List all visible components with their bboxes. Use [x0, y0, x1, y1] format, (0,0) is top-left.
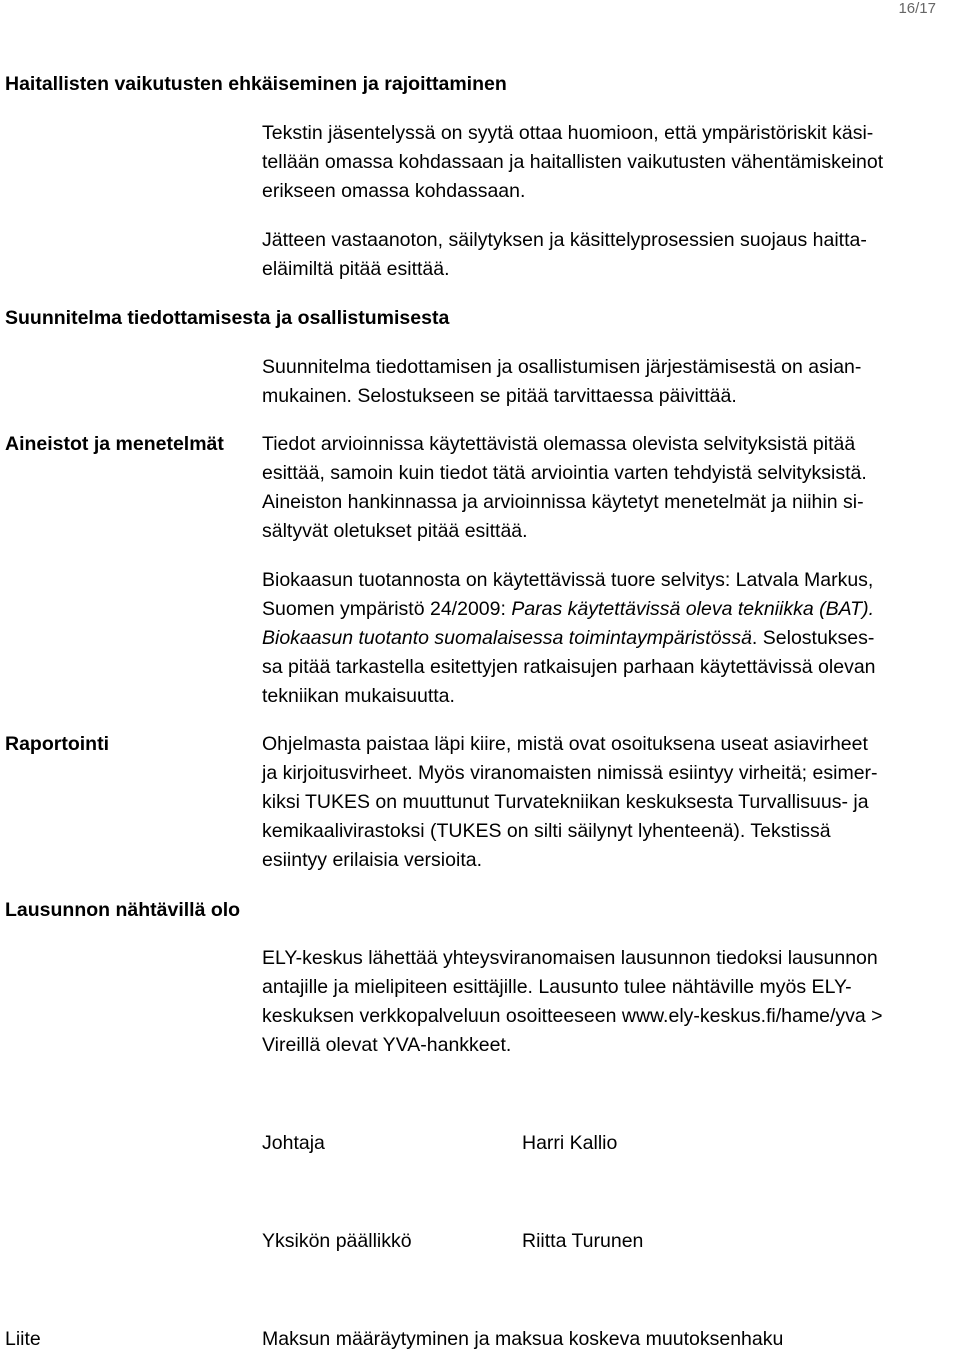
text-line: Jätteen vastaanoton, säilytyksen ja käsittelyprosessien suojaus haitta- [262, 229, 867, 251]
paragraph-haitallisten-1 [262, 119, 960, 206]
text-line: antajille ja mielipiteen esittäjille. Lausunto tulee nähtäville myös ELY- [262, 976, 852, 998]
paragraph-haitallisten-2 [262, 226, 960, 284]
section-heading-lausunnon: Lausunnon nähtävillä olo [5, 899, 241, 921]
italic-title: Biokaasun tuotanto suomalaisessa toimintaympäristössä [262, 627, 752, 649]
paragraph-aineistot-2 [262, 566, 960, 711]
signature-title-yksikon-paallikko: Yksikön päällikkö [262, 1230, 412, 1252]
section-heading-haitallisten: Haitallisten vaikutusten ehkäiseminen ja rajoittaminen [5, 73, 507, 95]
text-line: tekniikan mukaisuutta. [262, 685, 455, 707]
text-line: tellään omassa kohdassaan ja haitallisten vaikutusten vähentämiskeinot [262, 151, 884, 173]
text-line: sältyvät oletukset pitää esittää. [262, 520, 528, 542]
text-line: keskuksen verkkopalveluun osoitteeseen www.ely-keskus.fi/hame/yva > [262, 1005, 883, 1027]
text-line: Ohjelmasta paistaa läpi kiire, mistä ovat osoituksena useat asiavirheet [262, 733, 868, 755]
paragraph-raportointi-1 [262, 730, 960, 875]
text-line: esittää, samoin kuin tiedot tätä arviointia varten tehdyistä selvityksistä. [262, 462, 867, 484]
text-line: Suunnitelma tiedottamisen ja osallistumisen järjestämisestä on asian- [262, 356, 862, 378]
text-line: erikseen omassa kohdassaan. [262, 180, 526, 202]
text-line: Vireillä olevat YVA-hankkeet. [262, 1034, 512, 1056]
signature-title-johtaja: Johtaja [262, 1132, 325, 1154]
text-line: sa pitää tarkastella esitettyjen ratkaisujen parhaan käytettävissä olevan [262, 656, 876, 678]
paragraph-suunnitelma-1 [262, 353, 960, 411]
attachment-label: Liite [5, 1328, 41, 1350]
text-line: kemikaalivirastoksi (TUKES on silti säilynyt lyhenteenä). Tekstissä [262, 820, 831, 842]
signature-name-harri-kallio: Harri Kallio [522, 1132, 618, 1154]
text-line: Aineiston hankinnassa ja arvioinnissa käytetyt menetelmät ja niihin si- [262, 491, 864, 513]
text-line: Tiedot arvioinnissa käytettävistä olemassa olevista selvityksistä pitää [262, 433, 856, 455]
paragraph-lausunnon-1 [262, 944, 960, 1060]
text-line: Tekstin jäsentelyssä on syytä ottaa huomioon, että ympäristöriskit käsi- [262, 122, 874, 144]
text-line: ja kirjoitusvirheet. Myös viranomaisten nimissä esiintyy virheitä; esimer- [262, 762, 878, 784]
section-heading-raportointi: Raportointi [5, 733, 109, 755]
section-heading-aineistot: Aineistot ja menetelmät [5, 433, 224, 455]
italic-title: Paras käytettävissä oleva tekniikka (BAT). [511, 598, 875, 620]
text-line: kiksi TUKES on muuttunut Turvatekniikan keskuksesta Turvallisuus- ja [262, 791, 869, 813]
page-number: 16/17 [898, 0, 936, 17]
text-line: ELY-keskus lähettää yhteysviranomaisen lausunnon tiedoksi lausunnon [262, 947, 878, 969]
text-line: Biokaasun tuotannosta on käytettävissä tuore selvitys: Latvala Markus, [262, 569, 874, 591]
paragraph-aineistot-1 [262, 430, 960, 546]
text-line [262, 595, 960, 624]
attachment-text: Maksun määräytyminen ja maksua koskeva muutoksenhaku [262, 1328, 784, 1350]
signature-name-riitta-turunen: Riitta Turunen [522, 1230, 644, 1252]
text-span: . Selostukses- [751, 627, 875, 649]
text-line: esiintyy erilaisia versioita. [262, 849, 482, 871]
text-span: Suomen ympäristö 24/2009: [262, 598, 512, 620]
text-line [262, 624, 960, 653]
text-line: mukainen. Selostukseen se pitää tarvittaessa päivittää. [262, 385, 737, 407]
section-heading-suunnitelma: Suunnitelma tiedottamisesta ja osallistumisesta [5, 307, 450, 329]
text-line: eläimiltä pitää esittää. [262, 258, 450, 280]
